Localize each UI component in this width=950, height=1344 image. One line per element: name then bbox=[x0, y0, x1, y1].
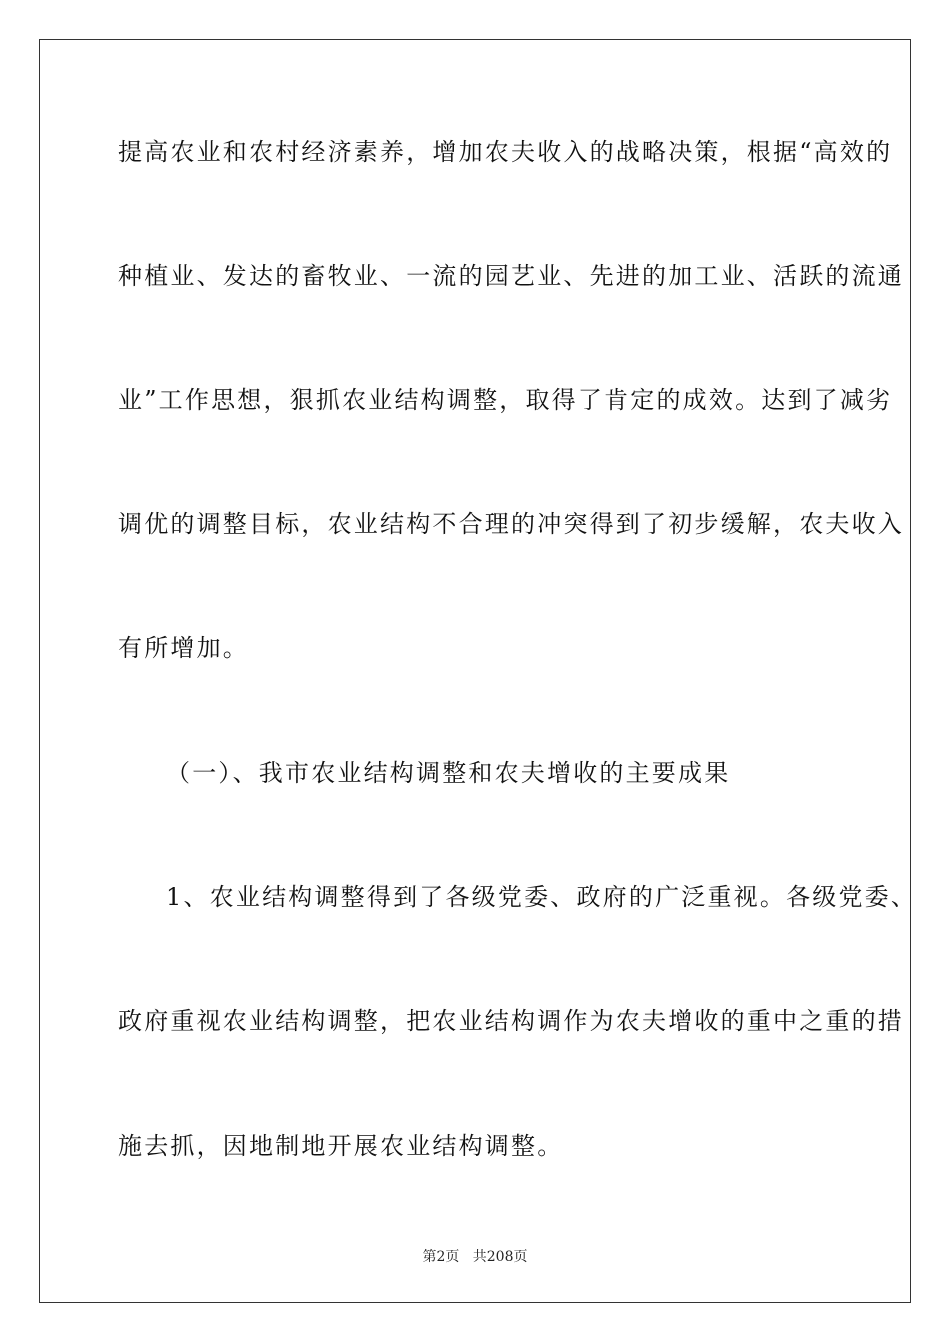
body-text-line-9: 施去抓，因地制地开展农业结构调整。 bbox=[118, 1132, 564, 1160]
body-text-line-2: 种植业、发达的畜牧业、一流的园艺业、先进的加工业、活跃的流通 bbox=[118, 262, 904, 290]
section-heading: （一）、我市农业结构调整和农夫增收的主要成果 bbox=[166, 759, 731, 787]
footer-spacer bbox=[459, 1249, 472, 1265]
body-text-line-5: 有所增加。 bbox=[118, 634, 249, 662]
body-text-line-7: 1、农业结构调整得到了各级党委、政府的广泛重视。各级党委、 bbox=[166, 883, 918, 911]
body-text-line-1: 提高农业和农村经济素养，增加农夫收入的战略决策，根据“高效的 bbox=[118, 138, 893, 166]
body-text-line-3: 业”工作思想，狠抓农业结构调整，取得了肯定的成效。达到了减劣 bbox=[118, 386, 893, 414]
page-border bbox=[39, 39, 918, 1303]
body-text-line-4: 调优的调整目标，农业结构不合理的冲突得到了初步缓解，农夫收入 bbox=[118, 510, 904, 538]
body-text-line-8: 政府重视农业结构调整，把农业结构调作为农夫增收的重中之重的措 bbox=[118, 1007, 904, 1035]
page-footer bbox=[0, 1248, 950, 1266]
page-number: 第2页 bbox=[422, 1249, 460, 1265]
total-pages: 共208页 bbox=[472, 1249, 528, 1265]
